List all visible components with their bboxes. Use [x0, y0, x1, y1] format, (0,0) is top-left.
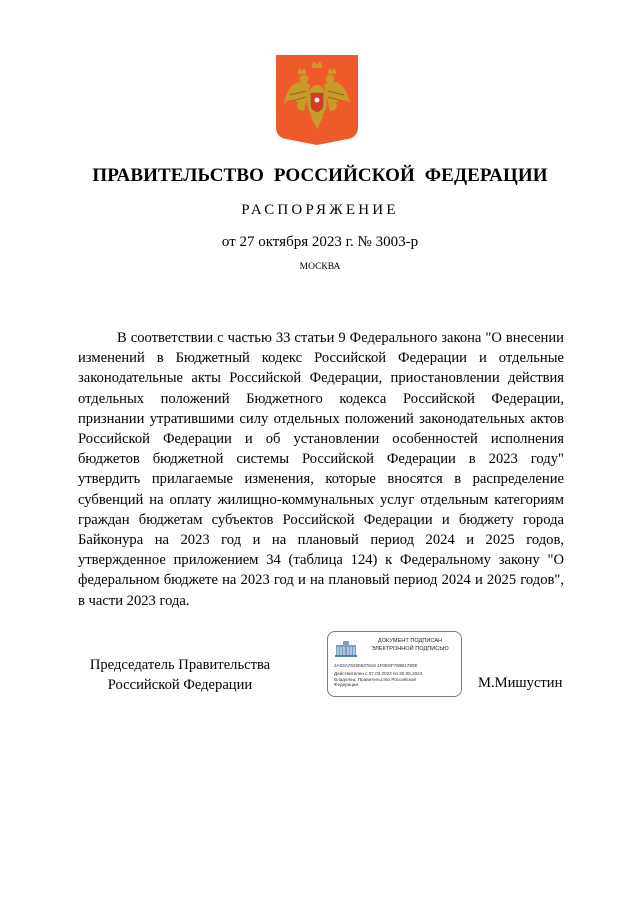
- order-body-text: В соответствии с частью 33 статьи 9 Федерального закона "О внесении изменений в Бюджетный кодекс Российской Федерации и отдельные законодательные акты Российской Федерации, приостановлении действия отдельных положений Бюджетного кодекса Российской Федерации, признании утратившими силу отдельных положений законодательных актов Российской Федерации и об установлении особенностей исполнения бюджетов бюджетной системы Российской Федерации в 2023 году" утвердить прилагаемые изменения, которые вносятся в распределение субвенций на оплату жилищно-коммунальных услуг отдельным категориям граждан бюджетам субъектов Российской Федерации и бюджету города Байконура на 2023 год и на плановый период 2024 и 2025 годов, утвержденное приложением 34 (таблица 124) к Федеральному закону "О федеральном бюджете на 2023 год и на плановый период 2024 и 2025 годов", в части 2023 года.: [78, 330, 564, 609]
- city-name: МОСКВА: [299, 262, 341, 272]
- electronic-signature-stamp: [327, 631, 462, 697]
- signer-name: М.Мишустин: [478, 675, 563, 691]
- stamp-owner-line1: Владелец: Правительство Российской: [334, 677, 416, 682]
- stamp-certificate-number: 2A03A76290637616 1F0E9F780B1780E: [334, 663, 418, 668]
- government-building-icon: [334, 638, 358, 658]
- stamp-heading-line1: ДОКУМЕНТ ПОДПИСАН: [377, 638, 443, 644]
- document-date-number: от 27 октября 2023 г. № 3003-р: [221, 234, 419, 250]
- government-title: ПРАВИТЕЛЬСТВО РОССИЙСКОЙ ФЕДЕРАЦИИ: [92, 165, 548, 186]
- stamp-validity: Действителен с 07.03.2023 по 30.05.2024: [334, 671, 423, 676]
- stamp-heading-line2: ЭЛЕКТРОННОЙ ПОДПИСЬЮ: [371, 645, 449, 652]
- stamp-heading: [362, 638, 458, 653]
- coat-of-arms-emblem: [276, 55, 358, 145]
- signatory-position-line2: Российской Федерации: [107, 677, 253, 693]
- signatory-position-line1: Председатель Правительства: [89, 657, 271, 673]
- stamp-owner: [334, 677, 416, 688]
- signatory-position: [80, 655, 280, 695]
- stamp-owner-line2: Федерации: [334, 682, 359, 688]
- document-type: РАСПОРЯЖЕНИЕ: [241, 202, 399, 218]
